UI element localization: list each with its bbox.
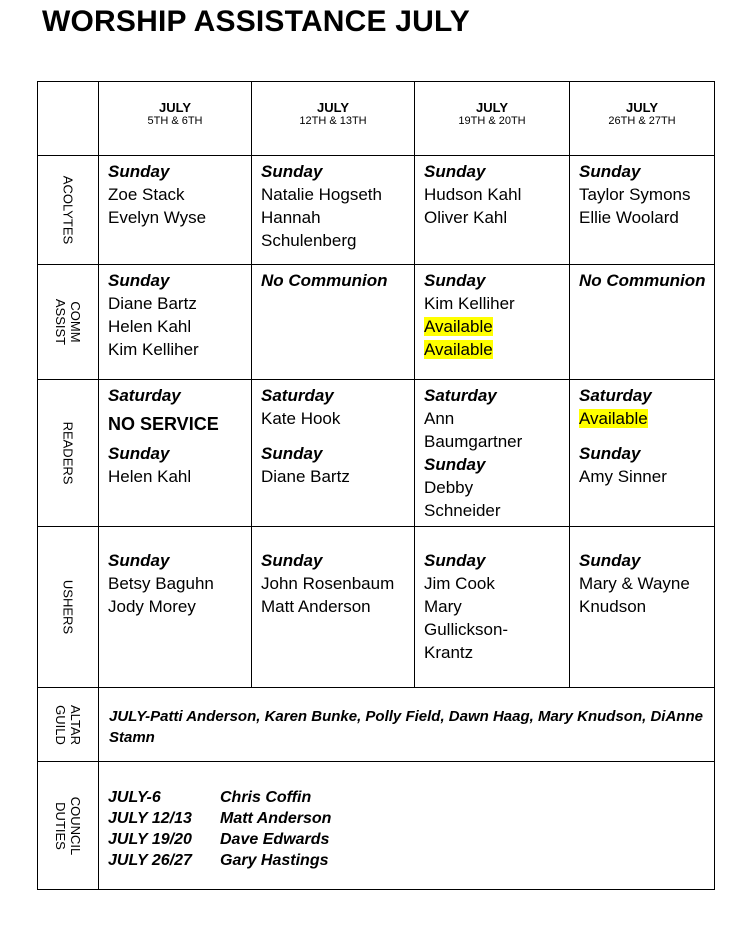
row-label-line: COUNCIL (68, 796, 83, 855)
person-name: Kim Kelliher (424, 294, 515, 313)
comm-assist-week-3 (415, 265, 570, 380)
day-label: Sunday (261, 551, 323, 570)
person-name: Schulenberg (261, 231, 357, 250)
column-dates: 5TH & 6TH (147, 115, 203, 127)
duty-date: JULY 19/20 (108, 831, 192, 848)
person-name: Zoe Stack (108, 185, 185, 204)
comm-assist-row (38, 265, 715, 380)
readers-week-3 (415, 380, 570, 527)
person-name: Mary (424, 597, 462, 616)
council-duty-entry (108, 829, 706, 850)
council-duties-row (38, 762, 715, 890)
person-name: Kim Kelliher (108, 340, 199, 359)
readers-row (38, 380, 715, 527)
column-month: JULY (625, 100, 659, 115)
row-label (53, 705, 83, 745)
row-label: USHERS (60, 579, 76, 635)
person-name: Chris Coffin (220, 789, 312, 806)
person-name: Dave Edwards (220, 831, 330, 848)
row-header-readers (38, 380, 99, 527)
comm-assist-week-2 (252, 265, 415, 380)
person-name: Gary Hastings (220, 852, 329, 869)
ushers-week-1 (99, 527, 252, 688)
person-name: Oliver Kahl (424, 208, 508, 227)
ushers-week-2 (252, 527, 415, 688)
ushers-row (38, 527, 715, 688)
person-name: Helen Kahl (108, 467, 192, 486)
row-label: ACOLYTES (60, 175, 76, 245)
day-label: Sunday (579, 162, 641, 181)
acolytes-row (38, 156, 715, 265)
council-duty-entry (108, 850, 706, 871)
council-duty-entry (108, 787, 706, 808)
comm-assist-week-4 (570, 265, 715, 380)
available-slot: Available (579, 409, 648, 428)
person-name: Hannah (261, 208, 321, 227)
person-name: Helen Kahl (108, 317, 192, 336)
column-header-week-3 (415, 82, 570, 156)
row-label (53, 796, 83, 855)
day-label: Sunday (424, 551, 486, 570)
comm-assist-week-1 (99, 265, 252, 380)
person-name: Krantz (424, 643, 474, 662)
row-label (53, 299, 83, 345)
row-label: READERS (60, 421, 76, 485)
day-label: Sunday (108, 444, 170, 463)
person-name: Hudson Kahl (424, 185, 522, 204)
person-name: Ellie Woolard (579, 208, 679, 227)
day-label: Saturday (261, 386, 334, 405)
no-communion-label: No Communion (579, 271, 706, 290)
no-communion-label: No Communion (261, 271, 388, 290)
person-name: Evelyn Wyse (108, 208, 207, 227)
day-label: Sunday (579, 444, 641, 463)
person-name: Kate Hook (261, 409, 341, 428)
header-row (38, 82, 715, 156)
column-month: JULY (316, 100, 350, 115)
readers-week-4 (570, 380, 715, 527)
row-label-line: ALTAR (68, 704, 83, 745)
column-month: JULY (158, 100, 192, 115)
person-name: Betsy Baguhn (108, 574, 214, 593)
person-name: Taylor Symons (579, 185, 691, 204)
row-header-altar-guild (38, 688, 99, 762)
ushers-week-4 (570, 527, 715, 688)
row-header-council-duties (38, 762, 99, 890)
readers-week-2 (252, 380, 415, 527)
duty-date: JULY-6 (108, 789, 161, 806)
column-dates: 26TH & 27TH (608, 115, 676, 127)
acolytes-week-1 (99, 156, 252, 265)
person-name: Debby (424, 478, 474, 497)
council-duty-entry (108, 808, 706, 829)
column-header-week-1 (99, 82, 252, 156)
person-name: Gullickson- (424, 620, 509, 639)
day-label: Sunday (579, 551, 641, 570)
altar-guild-members: JULY-Patti Anderson, Karen Bunke, Polly Field, Dawn Haag, Mary Knudson, DiAnne Stamn (99, 688, 715, 762)
row-label-line: ASSIST (53, 298, 68, 346)
person-name: Knudson (579, 597, 647, 616)
day-label: Sunday (108, 271, 170, 290)
altar-guild-row (38, 688, 715, 762)
person-name: Amy Sinner (579, 467, 667, 486)
page-title: WORSHIP ASSISTANCE JULY (42, 5, 471, 38)
no-service-note: NO SERVICE (108, 414, 219, 434)
person-name: Diane Bartz (261, 467, 350, 486)
day-label: Sunday (424, 455, 486, 474)
person-name: Ann (424, 409, 455, 428)
column-header-week-4 (570, 82, 715, 156)
row-label-line: COMM (68, 301, 83, 343)
day-label: Saturday (424, 386, 497, 405)
row-label-line: GUILD (53, 704, 68, 745)
day-label: Sunday (108, 162, 170, 181)
ushers-week-3 (415, 527, 570, 688)
row-header-ushers (38, 527, 99, 688)
acolytes-week-3 (415, 156, 570, 265)
row-header-comm-assist (38, 265, 99, 380)
column-month: JULY (475, 100, 509, 115)
person-name: Baumgartner (424, 432, 523, 451)
row-label-line: DUTIES (53, 801, 68, 850)
acolytes-week-2 (252, 156, 415, 265)
day-label: Saturday (108, 386, 181, 405)
day-label: Sunday (424, 271, 486, 290)
day-label: Saturday (579, 386, 652, 405)
column-header-week-2 (252, 82, 415, 156)
duty-date: JULY 26/27 (108, 852, 192, 869)
acolytes-week-4 (570, 156, 715, 265)
duty-date: JULY 12/13 (108, 810, 192, 827)
person-name: Natalie Hogseth (261, 185, 382, 204)
council-duties-list (99, 762, 715, 890)
person-name: John Rosenbaum (261, 574, 395, 593)
person-name: Diane Bartz (108, 294, 197, 313)
person-name: Jody Morey (108, 597, 196, 616)
schedule-table (37, 81, 715, 890)
available-slot: Available (424, 317, 493, 336)
column-dates: 12TH & 13TH (299, 115, 367, 127)
day-label: Sunday (424, 162, 486, 181)
row-header-acolytes (38, 156, 99, 265)
day-label: Sunday (261, 162, 323, 181)
column-dates: 19TH & 20TH (458, 115, 526, 127)
person-name: Mary & Wayne (579, 574, 690, 593)
available-slot: Available (424, 340, 493, 359)
person-name: Matt Anderson (220, 810, 332, 827)
day-label: Sunday (261, 444, 323, 463)
person-name: Matt Anderson (261, 597, 371, 616)
day-label: Sunday (108, 551, 170, 570)
person-name: Schneider (424, 501, 501, 520)
person-name: Jim Cook (424, 574, 495, 593)
corner-cell (38, 82, 99, 156)
readers-week-1 (99, 380, 252, 527)
